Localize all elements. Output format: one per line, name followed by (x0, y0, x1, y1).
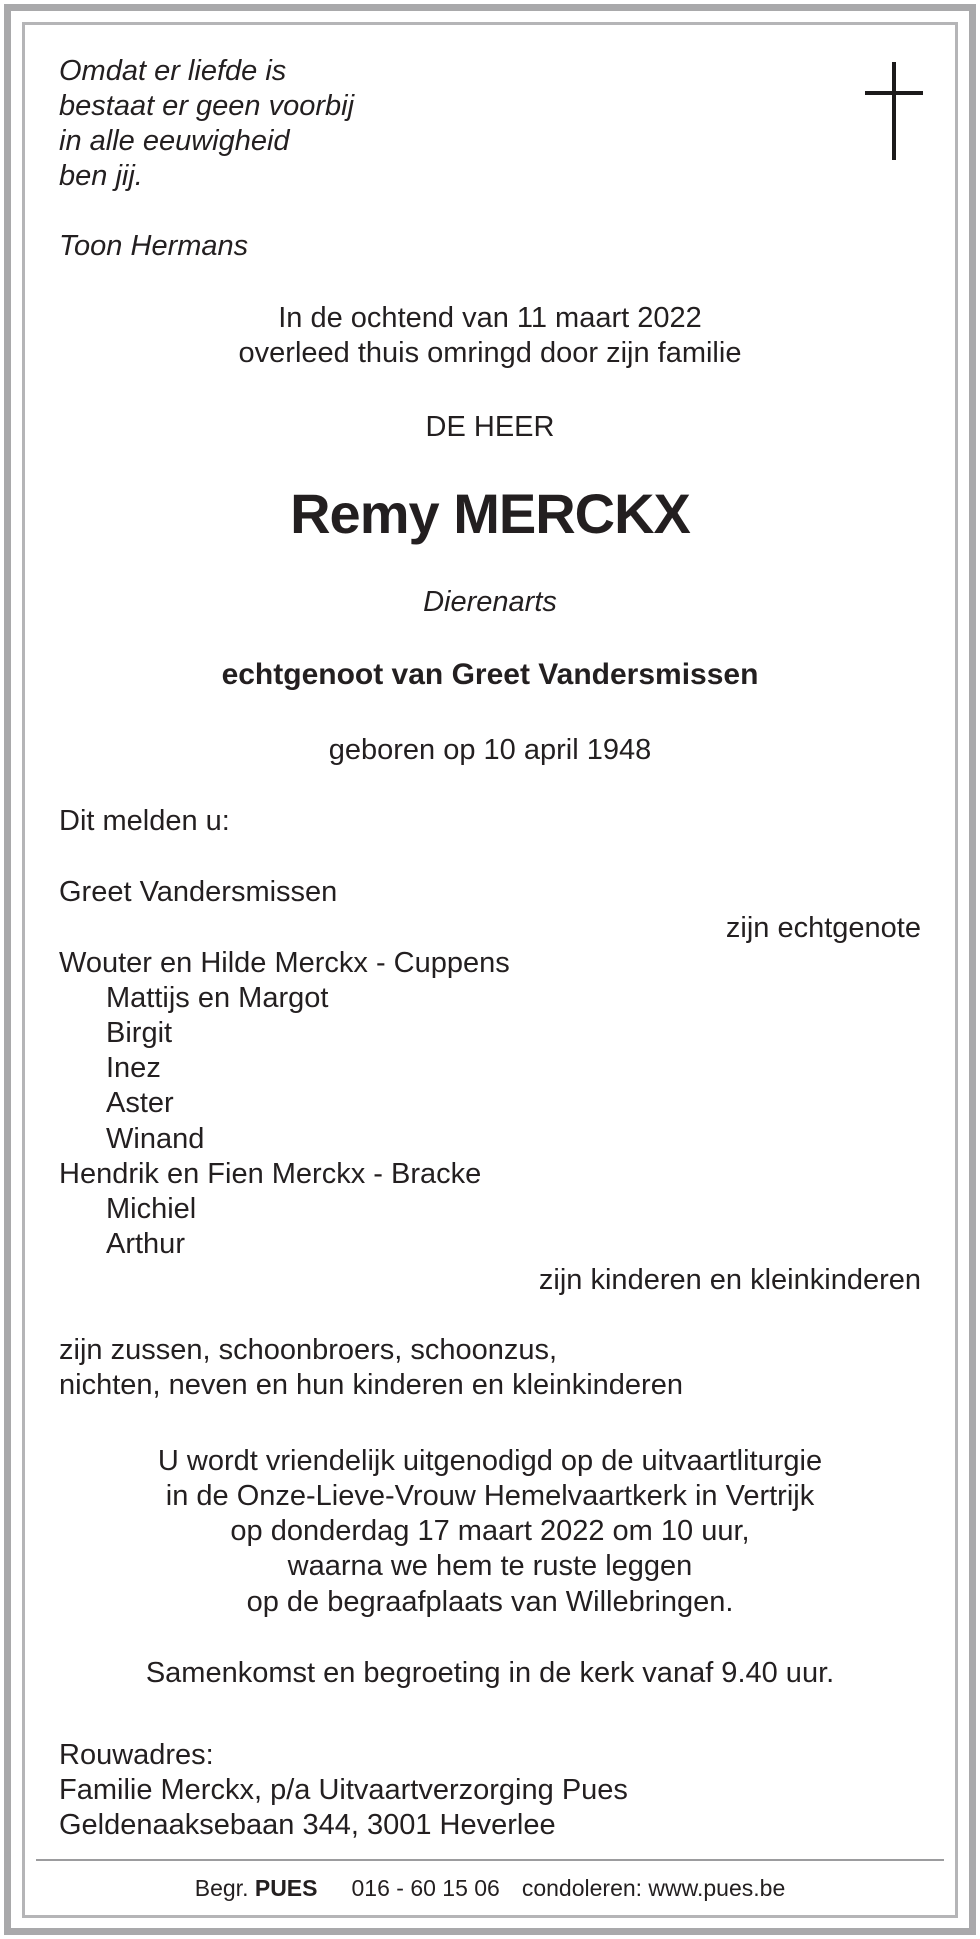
poem-line: bestaat er geen voorbij (59, 90, 355, 122)
cross-icon (865, 62, 923, 160)
spouse-line: echtgenoot van Greet Vandersmissen (221, 658, 759, 691)
grandchild: Birgit (106, 1017, 173, 1049)
funeral-line: U wordt vriendelijk uitgenodigd op de uitvaartliturgie (157, 1445, 823, 1477)
funeral-line: in de Onze-Lieve-Vrouw Hemelvaartkerk in Vertrijk (165, 1480, 815, 1512)
profession: Dierenarts (423, 586, 557, 618)
death-date-line: In de ochtend van 11 maart 2022 (278, 302, 702, 334)
footer-phone: 016 - 60 15 06 (351, 1875, 500, 1901)
family-intro: Dit melden u: (59, 805, 230, 837)
children-role: zijn kinderen en kleinkinderen (538, 1264, 921, 1296)
footer-prefix: Begr. (194, 1875, 249, 1901)
death-place-line: overleed thuis omringd door zijn familie (238, 337, 742, 369)
grandchild: Arthur (106, 1228, 185, 1260)
grandchild: Mattijs en Margot (106, 982, 329, 1014)
footer (0, 1874, 980, 1902)
honorific-title: DE HEER (425, 411, 555, 443)
poem-line: in alle eeuwigheid (59, 125, 290, 157)
address-line: Geldenaaksebaan 344, 3001 Heverlee (59, 1809, 556, 1841)
poem-author: Toon Hermans (59, 230, 249, 262)
footer-condolences: condoleren: www.pues.be (521, 1875, 786, 1901)
poem-line: ben jij. (59, 160, 143, 192)
deceased-name: Remy MERCKX (290, 482, 690, 545)
child-family: Hendrik en Fien Merckx - Bracke (59, 1158, 482, 1190)
spouse-name: Greet Vandersmissen (59, 876, 338, 908)
grandchild: Winand (106, 1123, 205, 1155)
funeral-line: op donderdag 17 maart 2022 om 10 uur, (230, 1515, 750, 1547)
child-family: Wouter en Hilde Merckx - Cuppens (59, 947, 510, 979)
footer-divider (36, 1859, 944, 1861)
birth-date: geboren op 10 april 1948 (328, 734, 652, 766)
grandchild: Inez (106, 1052, 161, 1084)
gathering-line: Samenkomst en begroeting in de kerk vanaf 9.40 uur. (145, 1657, 835, 1689)
poem-line: Omdat er liefde is (59, 55, 287, 87)
other-relatives: nichten, neven en hun kinderen en kleinkinderen (59, 1369, 683, 1401)
grandchild: Michiel (106, 1193, 197, 1225)
address-line: Familie Merckx, p/a Uitvaartverzorging Pues (59, 1774, 628, 1806)
other-relatives: zijn zussen, schoonbroers, schoonzus, (59, 1334, 558, 1366)
funeral-line: waarna we hem te ruste leggen (287, 1550, 693, 1582)
spouse-role: zijn echtgenote (725, 912, 921, 944)
funeral-company: PUES (254, 1875, 318, 1901)
funeral-line: op de begraafplaats van Willebringen. (246, 1586, 734, 1618)
address-label: Rouwadres: (59, 1739, 214, 1771)
grandchild: Aster (106, 1087, 174, 1119)
